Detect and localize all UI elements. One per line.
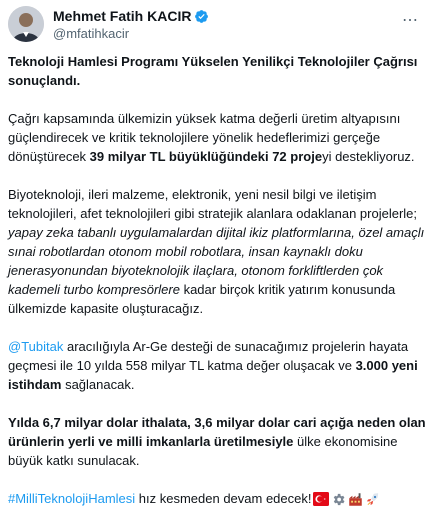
hashtag-link[interactable]: #MilliTeknolojiHamlesi [8,491,136,506]
bold-line: Yılda 6,7 milyar dolar ithalata, 3,6 milyar dolar cari açığa neden olan [8,415,426,430]
author-handle[interactable]: @mfatihkacir [53,26,130,41]
paragraph-line: Çağrı kapsamında ülkemizin yüksek katma değerli üretim altyapısını [8,111,401,126]
bold-text: istihdam [8,377,62,392]
tweet-title-line: sonuçlandı. [8,73,81,88]
paragraph-line: ülkemizde kapasite oluşturacağız. [8,301,204,316]
paragraph-line [8,147,427,166]
italic-line: yapay zeka tabanlı uygulamalardan dijital ikiz platformlarına, özel amaçlı [8,225,425,240]
turkey-flag-icon [313,492,329,506]
paragraph-line: teknolojileri, afet teknolojileri gibi stratejik alanlara odaklanan projelerle; [8,206,418,221]
paragraph-line: büyük katkı sunulacak. [8,453,140,468]
text-span: sağlanacak. [61,377,135,392]
avatar[interactable] [8,6,44,42]
tweet-header [6,4,421,44]
text-span: hız kesmeden devam edecek! [135,491,312,506]
paragraph-line [8,375,427,394]
verified-badge-icon [194,9,209,24]
paragraph-line: Biyoteknoloji, ileri malzeme, elektronik, yeni nesil bilgi ve iletişim [8,187,377,202]
text-span: aracılığıyla Ar-Ge desteği de sunacağımız projelerin hayata [63,339,409,354]
gear-icon [331,492,346,507]
more-options-icon[interactable]: ⋯ [402,12,419,29]
rocket-icon [365,492,380,507]
italic-line: sınai robotlardan otonom mobil robotlara, insan kaynaklı doku [8,244,363,259]
author-name[interactable]: Mehmet Fatih KACIR [53,8,192,24]
author-row [53,7,209,25]
paragraph-line [8,356,427,375]
italic-line: jenerasyonundan biyoteknolojik ilaçlara, otonom forkliftlerden çok [8,263,384,278]
paragraph-line [8,280,427,299]
paragraph-line [8,489,427,508]
bold-text: ürünlerin yerli ve milli imkanlarla üretilmesiyle [8,434,294,449]
text-span: kadar birçok kritik yatırım konusunda [179,282,396,297]
factory-icon [348,492,363,507]
paragraph-line [8,432,427,451]
italic-text: kademeli turbo kompresörlere [8,282,180,297]
bold-text: 39 milyar TL büyüklüğündeki 72 proje [89,149,323,164]
text-span: ülke ekonomisine [293,434,398,449]
paragraph-line [8,337,427,356]
text-span: geçmesi ile 10 yılda 558 milyar TL katma değer oluşacak ve [8,358,356,373]
paragraph-line: güçlendirecek ve kritik teknolojilere yönelik hedeflerimizi gerçeğe [8,130,381,145]
text-span: dönüştürecek [8,149,90,164]
mention-link[interactable]: @Tubitak [8,339,64,354]
bold-text: 3.000 yeni [355,358,418,373]
tweet-title-line: Teknoloji Hamlesi Programı Yükselen Yenilikçi Teknolojiler Çağrısı [8,54,418,69]
tweet-text [8,52,427,508]
text-span: yi destekliyoruz. [322,149,415,164]
emoji-group [313,492,380,507]
